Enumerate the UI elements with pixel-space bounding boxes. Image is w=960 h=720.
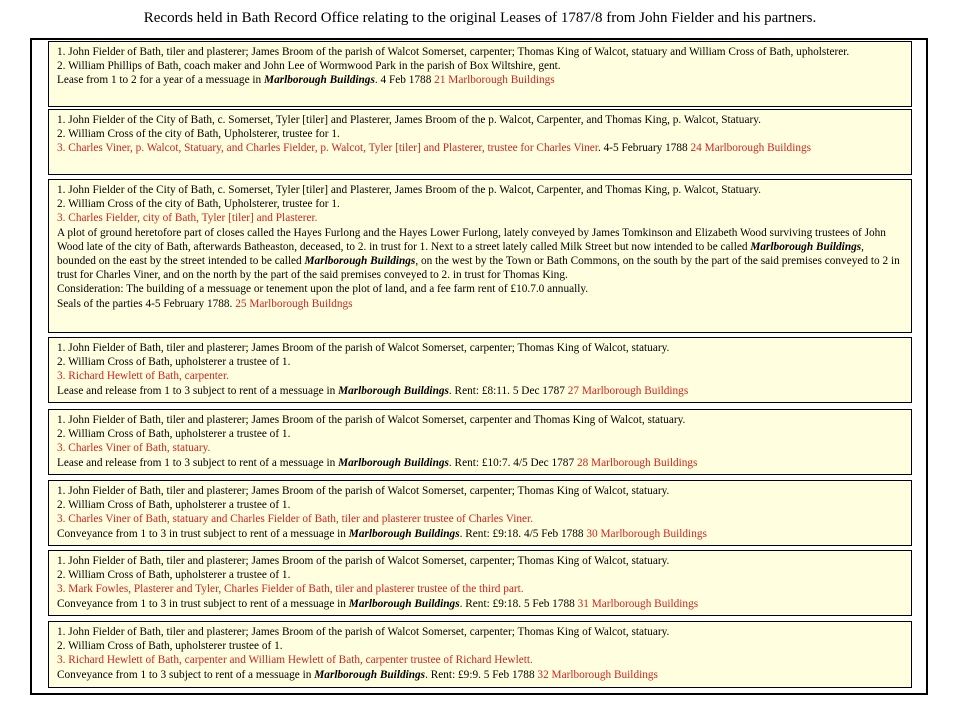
building-name: Marlborough Buildings [264, 74, 375, 87]
lease-summary [57, 668, 903, 682]
desc-part-b: , bounded on the east by the street intended to be called [57, 240, 864, 268]
address: 32 Marlborough Buildings [537, 668, 658, 681]
seals-text: Seals of the parties 4-5 February 1788. [57, 297, 236, 310]
address: 24 Marlborough Buildings [690, 142, 812, 155]
party-3 [57, 141, 903, 155]
record-30 [48, 480, 912, 546]
lease-summary [57, 527, 903, 541]
party-3: 3. Charles Viner of Bath, statuary and Charles Fielder of Bath, tiler and plasterer trustee of Charles Viner. [57, 513, 534, 526]
summary-text: Conveyance from 1 to 3 in trust subject to rent of a messuage in [57, 527, 349, 540]
party-1: 1. John Fielder of Bath, tiler and plasterer; James Broom of the parish of Walcot Somerset, carpenter; Thomas King of Walcot, statuary. [57, 555, 670, 567]
party-3: 3. Charles Fielder, city of Bath, Tyler [tiler] and Plasterer. [57, 212, 318, 225]
address: 28 Marlborough Buildings [576, 456, 698, 469]
party-2: 2. William Cross of Bath, upholsterer a trustee of 1. [57, 499, 291, 512]
building-name: Marlborough Buildings [304, 255, 416, 268]
address: 25 Marlborough Buildngs [235, 297, 353, 310]
summary-date: . Rent: £9:18. 4/5 Feb 1788 [459, 527, 587, 540]
party-2: 2. William Cross of Bath, upholsterer a trustee of 1. [57, 569, 291, 582]
summary-text: Conveyance from 1 to 3 in trust subject to rent of a messuage in [57, 597, 349, 610]
lease-summary [57, 73, 903, 87]
party-3: 3. Richard Hewlett of Bath, carpenter. [57, 370, 229, 383]
party-2: 2. William Cross of Bath, upholsterer trustee of 1. [57, 640, 283, 653]
party-3: 3. Richard Hewlett of Bath, carpenter and William Hewlett of Bath, carpenter trustee of Richard Hewlett. [57, 654, 533, 667]
party-2: 2. William Phillips of Bath, coach maker and John Lee of Wormwood Park in the parish of Box Wiltshire, gent. [57, 60, 561, 73]
summary-date: . 4-5 February 1788 [597, 142, 691, 155]
party-2: 2. William Cross of Bath, upholsterer a trustee of 1. [57, 356, 291, 369]
record-24 [48, 109, 912, 175]
plot-description [57, 226, 903, 283]
building-name: Marlborough Buildings [348, 527, 460, 540]
record-21 [48, 41, 912, 107]
party-1: 1. John Fielder of Bath, tiler and plasterer; James Broom of the parish of Walcot Somerset, carpenter; Thomas King of Walcot, statuary. [57, 485, 670, 497]
party-2: 2. William Cross of the city of Bath, Upholsterer, trustee for 1. [57, 128, 340, 141]
lease-summary [57, 384, 903, 398]
summary-date: . Rent: £9:18. 5 Feb 1788 [459, 597, 578, 610]
building-name: Marlborough Buildings [750, 240, 862, 253]
desc-part-c: , on the west by the Town or Bath Commons, on the south by the part of the said premises conveyed to 2 in trust for Charles Viner, and on the north by the part of the said premises conveyed to 2. in trust for Thomas King. [57, 255, 900, 282]
party-1: 1. John Fielder of Bath, tiler and plasterer; James Broom of the parish of Walcot Somerset, carpenter; Thomas King of Walcot, statuary. [57, 626, 670, 638]
party-1: 1. John Fielder of the City of Bath, c. Somerset, Tyler [tiler] and Plasterer, James Broom of the p. Walcot, Carpenter, and Thomas King, p. Walcot, Statuary. [57, 184, 761, 196]
party-3: 3. Charles Viner of Bath, statuary. [57, 442, 211, 455]
party-1: 1. John Fielder of Bath, tiler and plasterer; James Broom of the parish of Walcot Somerset, carpenter; Thomas King of Walcot, statuary and William Cross of Bath, upholsterer. [57, 46, 850, 58]
address: 31 Marlborough Buildings [577, 597, 699, 610]
record-27 [48, 337, 912, 403]
summary-date: . Rent: £9:9. 5 Feb 1788 [425, 668, 538, 681]
address: 30 Marlborough Buildings [586, 527, 707, 540]
summary-date: . 4 Feb 1788 [374, 74, 435, 87]
address: 27 Marlborough Buildings [567, 384, 689, 397]
summary-date: . Rent: £8:11. 5 Dec 1787 [448, 384, 568, 397]
party-3-text: 3. Charles Viner, p. Walcot, Statuary, and Charles Fielder, p. Walcot, Tyler [tiler] and Plasterer, trustee for Charles Viner [57, 142, 598, 155]
summary-text: Lease from 1 to 2 for a year of a messuage in [57, 74, 265, 87]
address: 21 Marlborough Buildings [434, 74, 555, 87]
record-32 [48, 621, 912, 688]
party-1: 1. John Fielder of Bath, tiler and plasterer; James Broom of the parish of Walcot Somerset, carpenter and Thomas King of Walcot, statuary. [57, 414, 686, 426]
building-name: Marlborough Buildings [348, 597, 460, 610]
party-1: 1. John Fielder of Bath, tiler and plasterer; James Broom of the parish of Walcot Somerset, carpenter; Thomas King of Walcot, statuary. [57, 342, 670, 354]
desc-part-a: A plot of ground heretofore part of closes called the Hayes Furlong and the Hayes Lower Furlong, lately conveyed by James Tomkinson and Elizabeth Wood surviving trustees of John Wood late of the city of Bath, afterwards Batheaston, deceased, to 2. in trust for 1. Next to a street lately called Milk Street but now intended to be called [57, 226, 886, 253]
lease-summary [57, 456, 903, 470]
record-31 [48, 550, 912, 616]
building-name: Marlborough Buildings [338, 456, 449, 469]
summary-text: Conveyance from 1 to 3 subject to rent of a messuage in [57, 668, 315, 681]
seals [57, 297, 903, 311]
summary-text: Lease and release from 1 to 3 subject to rent of a messuage in [57, 456, 339, 469]
building-name: Marlborough Buildings [338, 384, 449, 397]
party-2: 2. William Cross of Bath, upholsterer a trustee of 1. [57, 428, 291, 441]
summary-text: Lease and release from 1 to 3 subject to rent of a messuage in [57, 384, 339, 397]
party-1: 1. John Fielder of the City of Bath, c. Somerset, Tyler [tiler] and Plasterer, James Broom of the p. Walcot, Carpenter, and Thomas King, p. Walcot, Statuary. [57, 114, 761, 126]
party-3: 3. Mark Fowles, Plasterer and Tyler, Charles Fielder of Bath, tiler and plasterer trustee of the third part. [57, 583, 524, 596]
summary-date: . Rent: £10:7. 4/5 Dec 1787 [448, 456, 577, 469]
lease-summary [57, 597, 903, 611]
page-title: Records held in Bath Record Office relating to the original Leases of 1787/8 from John Fielder and his partners. [143, 10, 817, 26]
building-name: Marlborough Buildings [314, 668, 426, 681]
record-28 [48, 409, 912, 475]
record-25 [48, 179, 912, 333]
consideration: Consideration: The building of a messuage or tenement upon the plot of land, and a fee farm rent of £10.7.0 annually. [57, 283, 589, 296]
party-2: 2. William Cross of the city of Bath, Upholsterer, trustee for 1. [57, 198, 340, 211]
